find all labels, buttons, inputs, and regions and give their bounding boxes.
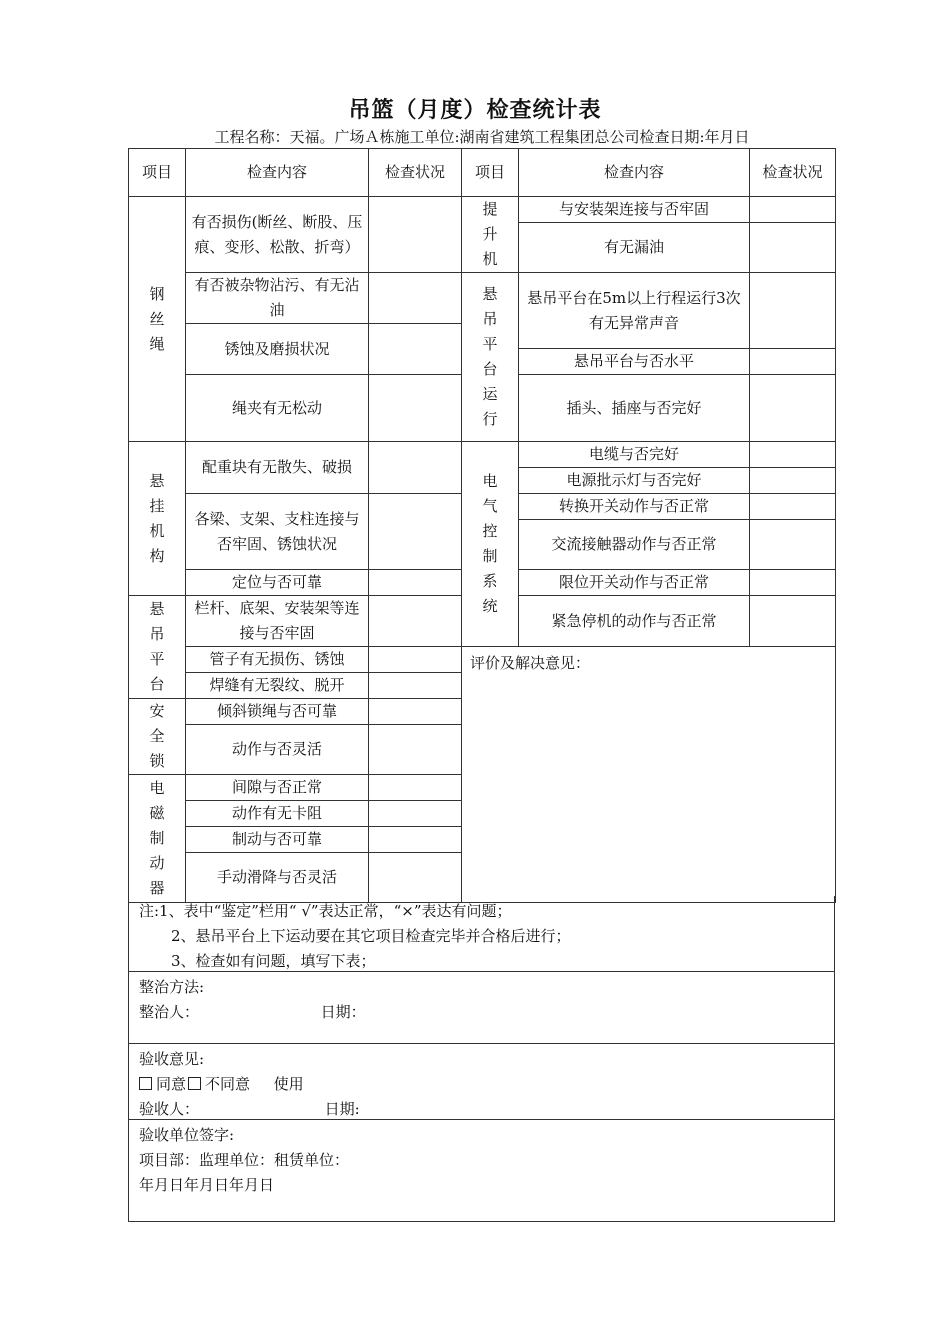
check-content: 手动滑降与否灵活 bbox=[186, 853, 369, 903]
group-suspension: 悬 挂 机 构 bbox=[129, 442, 186, 596]
group-electric: 电 气 控 制 系 统 bbox=[462, 442, 519, 647]
check-content: 转换开关动作与否正常 bbox=[519, 494, 750, 520]
inspection-sheet bbox=[128, 148, 835, 1222]
check-content: 有无漏油 bbox=[519, 223, 750, 273]
signature-label: 验收单位签字: bbox=[139, 1126, 235, 1144]
agree-label: 同意 bbox=[156, 1075, 187, 1093]
status-cell[interactable] bbox=[369, 775, 462, 801]
signature-units: 项目部：监理单位：租赁单位： bbox=[139, 1151, 350, 1169]
acceptance-person-label: 验收人： bbox=[139, 1100, 200, 1118]
status-cell[interactable] bbox=[369, 494, 462, 570]
disagree-label: 不同意 bbox=[205, 1075, 251, 1093]
status-cell[interactable] bbox=[369, 197, 462, 273]
acceptance-section bbox=[128, 1044, 835, 1120]
header-item-right: 项目 bbox=[462, 149, 519, 197]
check-content: 有否损伤(断丝、断股、压痕、变形、松散、折弯） bbox=[186, 197, 369, 273]
group-brake: 电 磁 制 动 器 bbox=[129, 775, 186, 903]
status-cell[interactable] bbox=[750, 468, 836, 494]
group-platform: 悬 吊 平 台 bbox=[129, 596, 186, 699]
page-title: 吊篮（月度）检查统计表 bbox=[348, 97, 602, 123]
status-cell[interactable] bbox=[750, 349, 836, 375]
note-line: 3、检查如有问题，填写下表； bbox=[171, 952, 376, 970]
status-cell[interactable] bbox=[750, 520, 836, 570]
check-content: 定位与否可靠 bbox=[186, 570, 369, 596]
check-content: 电源批示灯与否完好 bbox=[519, 468, 750, 494]
check-content: 各梁、支架、支柱连接与否牢固、锈蚀状况 bbox=[186, 494, 369, 570]
check-content: 间隙与否正常 bbox=[186, 775, 369, 801]
status-cell[interactable] bbox=[369, 699, 462, 725]
check-content: 悬吊平台在5m以上行程运行3次有无异常声音 bbox=[519, 273, 750, 349]
notes-section bbox=[128, 896, 835, 972]
status-cell[interactable] bbox=[750, 197, 836, 223]
group-hoist: 提 升 机 bbox=[462, 197, 519, 273]
status-cell[interactable] bbox=[369, 827, 462, 853]
check-content: 配重块有无散失、破损 bbox=[186, 442, 369, 494]
status-cell[interactable] bbox=[750, 494, 836, 520]
status-cell[interactable] bbox=[369, 273, 462, 324]
acceptance-date-label: 日期: bbox=[324, 1100, 360, 1118]
header-status-left: 检查状况 bbox=[369, 149, 462, 197]
check-content: 动作与否灵活 bbox=[186, 725, 369, 775]
note-line: 2、悬吊平台上下运动要在其它项目检查完毕并合格后进行； bbox=[171, 927, 571, 945]
status-cell[interactable] bbox=[369, 725, 462, 775]
check-content: 有否被杂物沾污、有无沾油 bbox=[186, 273, 369, 324]
project-info: 工程名称：天福。广场Ａ栋施工单位:湖南省建筑工程集团总公司检查日期:年月日 bbox=[214, 128, 750, 146]
group-platform-run: 悬 吊 平 台 运 行 bbox=[462, 273, 519, 442]
group-safety-lock: 安 全 锁 bbox=[129, 699, 186, 775]
signature-section[interactable] bbox=[128, 1120, 835, 1222]
check-content: 与安装架连接与否牢固 bbox=[519, 197, 750, 223]
status-cell[interactable] bbox=[750, 570, 836, 596]
checkbox-agree[interactable] bbox=[139, 1077, 152, 1090]
checkbox-disagree[interactable] bbox=[188, 1077, 201, 1090]
signature-dates: 年月日年月日年月日 bbox=[139, 1176, 275, 1194]
check-content: 限位开关动作与否正常 bbox=[519, 570, 750, 596]
status-cell[interactable] bbox=[369, 570, 462, 596]
evaluation-field[interactable]: 评价及解决意见： bbox=[462, 647, 836, 903]
check-content: 栏杆、底架、安装架等连接与否牢固 bbox=[186, 596, 369, 647]
check-content: 倾斜锁绳与否可靠 bbox=[186, 699, 369, 725]
inspection-table bbox=[128, 148, 836, 903]
check-content: 插头、插座与否完好 bbox=[519, 375, 750, 442]
check-content: 动作有无卡阻 bbox=[186, 801, 369, 827]
rectify-method-label: 整治方法: bbox=[139, 978, 205, 996]
check-content: 锈蚀及磨损状况 bbox=[186, 324, 369, 375]
header-item-left: 项目 bbox=[129, 149, 186, 197]
status-cell[interactable] bbox=[750, 223, 836, 273]
group-wire-rope: 钢 丝 绳 bbox=[129, 197, 186, 442]
use-label: 使用 bbox=[273, 1075, 304, 1093]
status-cell[interactable] bbox=[750, 375, 836, 442]
check-content: 交流接触器动作与否正常 bbox=[519, 520, 750, 570]
status-cell[interactable] bbox=[369, 647, 462, 673]
status-cell[interactable] bbox=[369, 853, 462, 903]
status-cell[interactable] bbox=[750, 273, 836, 349]
status-cell[interactable] bbox=[369, 801, 462, 827]
header-content-left: 检查内容 bbox=[186, 149, 369, 197]
status-cell[interactable] bbox=[750, 596, 836, 647]
check-content: 紧急停机的动作与否正常 bbox=[519, 596, 750, 647]
header-content-right: 检查内容 bbox=[519, 149, 750, 197]
status-cell[interactable] bbox=[369, 673, 462, 699]
check-content: 管子有无损伤、锈蚀 bbox=[186, 647, 369, 673]
status-cell[interactable] bbox=[369, 596, 462, 647]
note-line: 注:1、表中“鉴定”栏用“ √”表达正常，“×”表达有问题； bbox=[139, 902, 512, 920]
rectify-person-label: 整治人： bbox=[139, 1003, 200, 1021]
status-cell[interactable] bbox=[369, 442, 462, 494]
status-cell[interactable] bbox=[369, 324, 462, 375]
acceptance-opinion-label: 验收意见: bbox=[139, 1050, 205, 1068]
status-cell[interactable] bbox=[369, 375, 462, 442]
check-content: 焊缝有无裂纹、脱开 bbox=[186, 673, 369, 699]
header-status-right: 检查状况 bbox=[750, 149, 836, 197]
check-content: 电缆与否完好 bbox=[519, 442, 750, 468]
check-content: 悬吊平台与否水平 bbox=[519, 349, 750, 375]
status-cell[interactable] bbox=[750, 442, 836, 468]
check-content: 绳夹有无松动 bbox=[186, 375, 369, 442]
rectify-section[interactable] bbox=[128, 972, 835, 1044]
check-content: 制动与否可靠 bbox=[186, 827, 369, 853]
rectify-date-label: 日期： bbox=[320, 1003, 366, 1021]
